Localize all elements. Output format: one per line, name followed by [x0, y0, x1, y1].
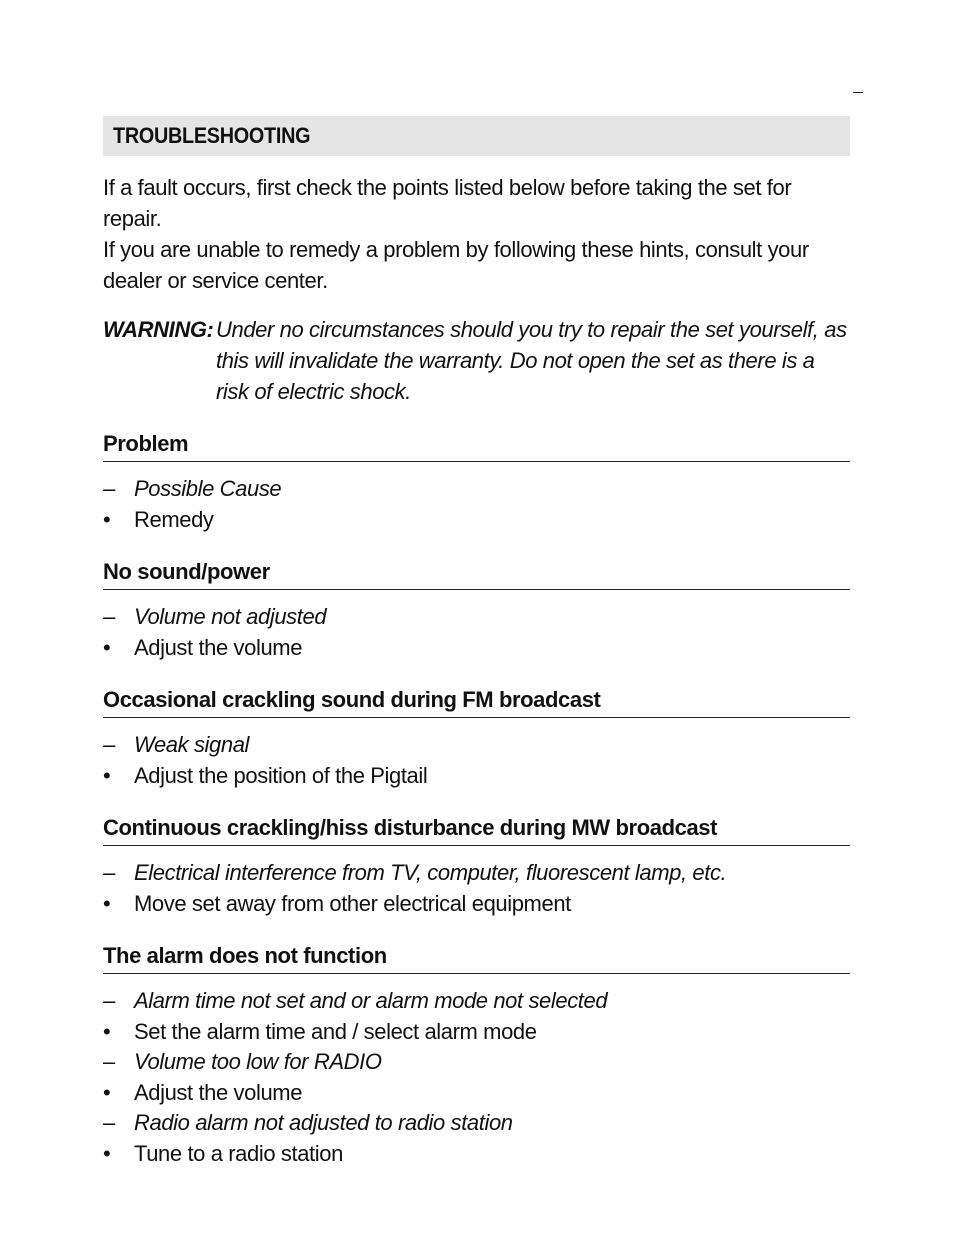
remedy-item: [103, 505, 850, 536]
problem-section: [103, 813, 850, 919]
bullet-marker: •: [103, 1018, 111, 1044]
remedy-text: Adjust the volume: [134, 1079, 303, 1105]
intro-line-2: If you are unable to remedy a problem by following these hints, consult your dealer or service center.: [103, 237, 809, 293]
cause-text: Alarm time not set and or alarm mode not selected: [134, 988, 608, 1013]
section-item-list: [103, 858, 850, 919]
remedy-item: [103, 1078, 850, 1109]
bullet-marker: •: [103, 1140, 111, 1166]
intro-paragraph: [103, 172, 850, 296]
remedy-text: Set the alarm time and / select alarm mode: [134, 1018, 537, 1044]
dash-marker: –: [103, 476, 115, 501]
remedy-item: [103, 889, 850, 920]
section-item-list: [103, 730, 850, 791]
bullet-marker: •: [103, 890, 111, 916]
dash-marker: –: [103, 988, 115, 1013]
remedy-text: Move set away from other electrical equipment: [134, 890, 571, 916]
cause-text: Volume not adjusted: [134, 604, 327, 629]
section-heading: Occasional crackling sound during FM broadcast: [103, 685, 850, 718]
section-heading: No sound/power: [103, 557, 850, 590]
section-heading: Problem: [103, 429, 850, 462]
bullet-marker: •: [103, 506, 111, 532]
problem-section: [103, 429, 850, 535]
cause-item: [103, 474, 850, 505]
section-item-list: [103, 474, 850, 535]
cause-item: [103, 730, 850, 761]
dash-marker: –: [103, 1049, 115, 1074]
page-title: TROUBLESHOOTING: [113, 123, 311, 148]
dash-marker: –: [103, 860, 115, 885]
title-bar: [103, 116, 850, 156]
problem-section: [103, 557, 850, 663]
cause-text: Possible Cause: [134, 476, 282, 501]
problem-section: [103, 941, 850, 1169]
intro-line-1: If a fault occurs, first check the points listed below before taking the set for repair.: [103, 175, 792, 231]
cause-text: Weak signal: [134, 732, 250, 757]
remedy-text: Remedy: [134, 506, 214, 532]
section-item-list: [103, 986, 850, 1169]
page-content: [103, 116, 850, 1169]
cause-item: [103, 1047, 850, 1078]
bullet-marker: •: [103, 1079, 111, 1105]
remedy-item: [103, 633, 850, 664]
cause-item: [103, 1108, 850, 1139]
cause-item: [103, 602, 850, 633]
warning-block: [103, 314, 850, 407]
troubleshooting-sections: [103, 429, 850, 1169]
dash-marker: –: [103, 604, 115, 629]
section-heading: The alarm does not function: [103, 941, 850, 974]
dash-marker: –: [103, 1110, 115, 1135]
cause-text: Radio alarm not adjusted to radio station: [134, 1110, 513, 1135]
cause-item: [103, 858, 850, 889]
problem-section: [103, 685, 850, 791]
section-heading: Continuous crackling/hiss disturbance during MW broadcast: [103, 813, 850, 846]
remedy-text: Adjust the volume: [134, 634, 303, 660]
bullet-marker: •: [103, 762, 111, 788]
cause-text: Volume too low for RADIO: [134, 1049, 382, 1074]
warning-label: WARNING:: [103, 317, 214, 342]
remedy-item: [103, 761, 850, 792]
warning-text: Under no circumstances should you try to repair the set yourself, as this will invalidate the warranty. Do not open the set as there is a risk of electric shock.: [216, 317, 847, 404]
cause-text: Electrical interference from TV, computer, fluorescent lamp, etc.: [134, 860, 727, 885]
remedy-text: Adjust the position of the Pigtail: [134, 762, 428, 788]
dash-marker: –: [103, 732, 115, 757]
bullet-marker: •: [103, 634, 111, 660]
remedy-text: Tune to a radio station: [134, 1140, 343, 1166]
corner-crop-mark: [853, 92, 863, 93]
section-item-list: [103, 602, 850, 663]
cause-item: [103, 986, 850, 1017]
remedy-item: [103, 1017, 850, 1048]
remedy-item: [103, 1139, 850, 1170]
